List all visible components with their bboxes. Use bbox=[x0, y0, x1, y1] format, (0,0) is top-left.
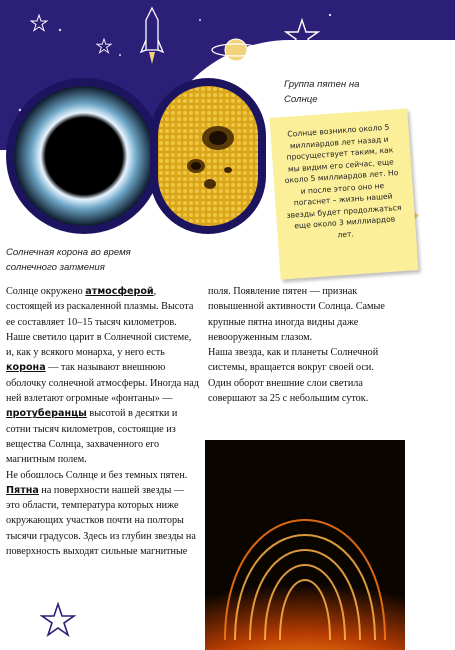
star-icon bbox=[284, 18, 320, 54]
solar-prominence-photo bbox=[205, 440, 405, 650]
text-run: — так называют внешнюю оболочку солнечной атмосферы. Иногда над ней взлетают огромные «фонтаны» — bbox=[6, 362, 199, 405]
paragraph bbox=[6, 468, 200, 560]
text-run: Солнце окружено bbox=[6, 286, 86, 297]
page-number: 15 bbox=[395, 40, 418, 62]
planet-icon bbox=[208, 28, 264, 68]
rocket-icon bbox=[140, 6, 164, 66]
text-run: Не обошлось Солнце и без темных пятен. bbox=[6, 469, 188, 481]
paragraph: поля. Появление пятен — признак повышенной активности Солнца. Самые крупные пятна иногда видны даже невооруженным глазом. bbox=[208, 286, 385, 343]
star-icon bbox=[96, 38, 112, 54]
term-atmosphere: атмосферой bbox=[85, 286, 154, 297]
corona-eclipse-photo bbox=[14, 86, 154, 226]
sunspots-caption: Группа пятен на Солнце bbox=[284, 79, 360, 105]
sunspot-group-photo bbox=[158, 86, 258, 226]
text-run: на поверхности нашей звезды — это области, температура которых ниже окружающих участков почти на полторы тысячи градусов. Здесь из глубин звезды на поверхность выходят сильные магнитные bbox=[6, 484, 196, 558]
term-prominences: протуберанцы bbox=[6, 408, 87, 420]
term-sunspots: Пятна bbox=[6, 484, 39, 496]
text-run: высотой в десятки и сотни тысяч километров, состоящие из вещества Солнца, захваченного его магнитным полем. bbox=[6, 408, 178, 466]
paragraph bbox=[6, 284, 200, 468]
text-run: , состоящей из раскаленной плазмы. Высота ее составляет 10–15 тысяч километров. Наше светило царит в Солнечной системе, и, как у всякого монарха, у него есть bbox=[6, 286, 194, 359]
sticky-note-text: Солнце возникло около 5 миллиардов лет назад и просуществует таким, как мы видим его сейчас, еще около 5 миллиардов лет. Но и после этого оно не погаснет – жизнь нашей звезды будет продолжаться еще около 3 миллиардов лет. bbox=[284, 122, 402, 239]
paragraph: Наша звезда, как и планеты Солнечной системы, вращается вокруг своей оси. Один оборот внешние слои светила совершают за 25 с небольшим суток. bbox=[208, 347, 379, 405]
star-icon bbox=[414, 140, 434, 160]
article-column-right bbox=[208, 284, 394, 406]
article-column-left bbox=[6, 284, 200, 559]
star-icon bbox=[40, 602, 76, 638]
term-corona: корона bbox=[6, 362, 46, 374]
corona-caption: Солнечная корона во время солнечного затмения bbox=[6, 247, 131, 273]
star-icon bbox=[30, 14, 48, 32]
